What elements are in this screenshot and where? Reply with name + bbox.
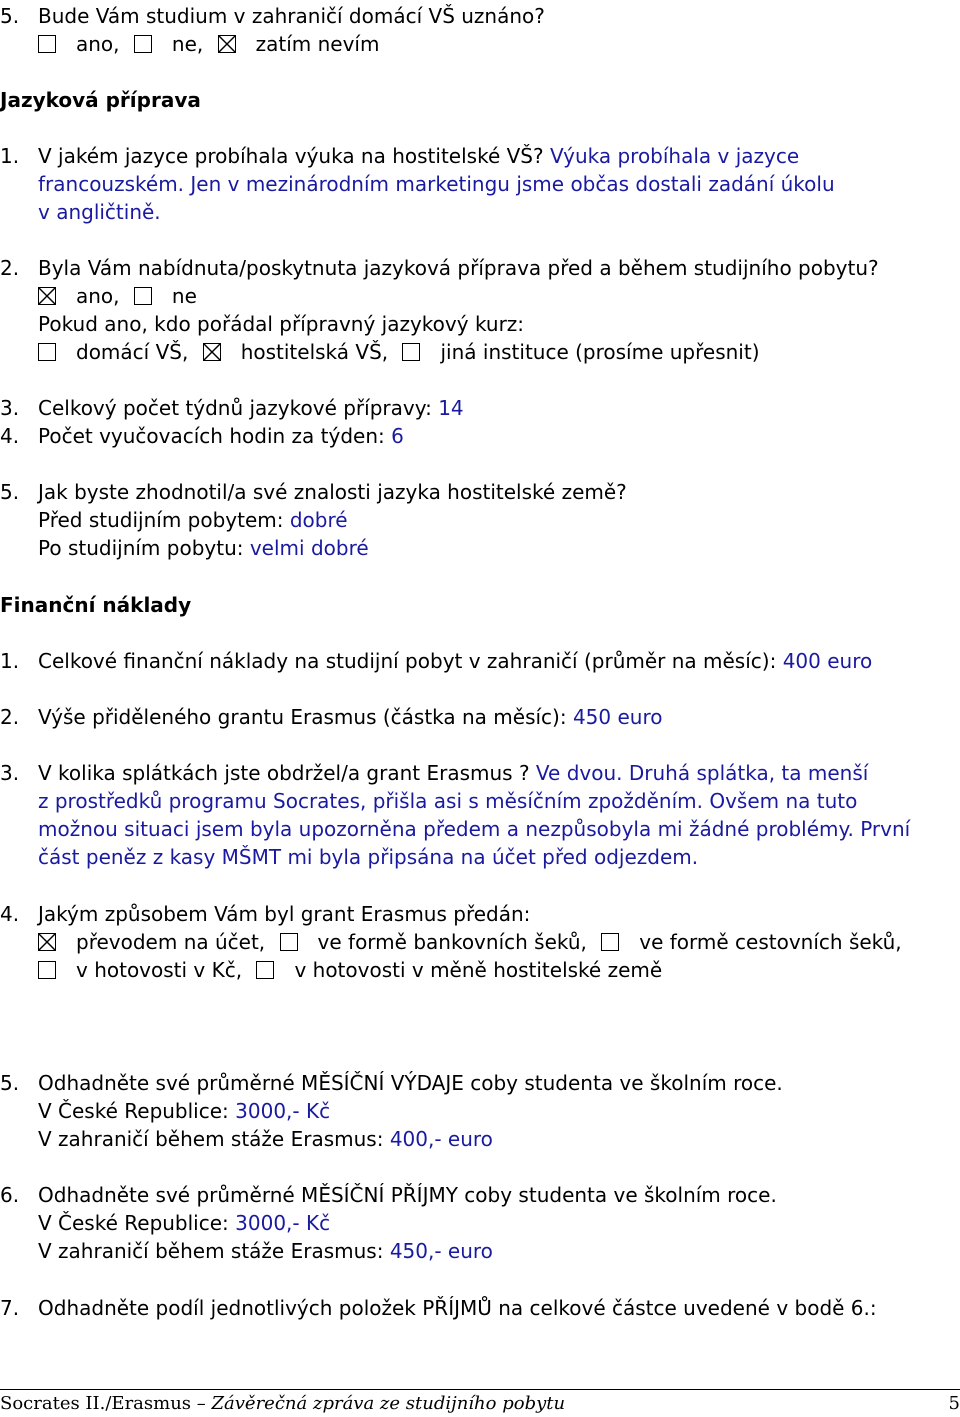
checkbox-x-mark-icon	[39, 934, 55, 950]
question-number: 3.	[0, 761, 20, 785]
option-label: hostitelská VŠ,	[240, 340, 389, 364]
question-text: Výše přiděleného grantu Erasmus (částka na měsíc):	[38, 705, 567, 729]
checkbox-pay-cash-host[interactable]	[256, 961, 274, 979]
question-text: V jakém jazyce probíhala výuka na hostitelské VŠ?	[38, 144, 544, 168]
answer-text: Výuka probíhala v jazyce	[549, 144, 800, 168]
checkbox-recognition-unknown[interactable]	[218, 35, 236, 53]
question-text: Odhadněte své průměrné MĚSÍČNÍ VÝDAJE coby studenta ve školním roce.	[38, 1071, 783, 1095]
question-text: Bude Vám studium v zahraničí domácí VŠ uznáno?	[38, 4, 545, 28]
answer-text: možnou situaci jsem byla upozorněna předem a nezpůsobyla mi žádné problémy. První	[38, 817, 911, 841]
option-label: ne	[171, 284, 197, 308]
label-text: V České Republice:	[38, 1211, 229, 1235]
question-text: Odhadněte podíl jednotlivých položek PŘÍJMŮ na celkové částce uvedené v bodě 6.:	[38, 1296, 877, 1320]
footer-subtitle: Závěrečná zpráva ze studijního pobytu	[211, 1393, 566, 1414]
label-text: V zahraničí během stáže Erasmus:	[38, 1239, 384, 1263]
question-number: 1.	[0, 144, 20, 168]
checkbox-pay-travel-cheques[interactable]	[601, 933, 619, 951]
answer-text: 450,- euro	[389, 1239, 493, 1263]
answer-text: Ve dvou. Druhá splátka, ta menší	[535, 761, 869, 785]
answer-text: 450 euro	[572, 705, 663, 729]
checkbox-org-home[interactable]	[38, 343, 56, 361]
question-text: Celkový počet týdnů jazykové přípravy:	[38, 396, 432, 420]
option-label: ano,	[76, 284, 120, 308]
answer-text: 400,- euro	[389, 1127, 493, 1151]
option-label: v hotovosti v měně hostitelské země	[294, 958, 663, 982]
label-text: Před studijním pobytem:	[38, 508, 284, 532]
question-text: Jak byste zhodnotil/a své znalosti jazyka hostitelské země?	[38, 480, 627, 504]
answer-text: francouzském. Jen v mezinárodním marketingu jsme občas dostali zadání úkolu	[38, 172, 835, 196]
option-label: jiná instituce (prosíme upřesnit)	[440, 340, 760, 364]
answer-text: 6	[391, 424, 404, 448]
label-text: V zahraničí během stáže Erasmus:	[38, 1127, 384, 1151]
footer-title: Socrates II./Erasmus	[0, 1393, 192, 1414]
option-label: zatím nevím	[255, 32, 380, 56]
answer-text: 400 euro	[782, 649, 873, 673]
label-text: V České Republice:	[38, 1099, 229, 1123]
checkbox-x-mark-icon	[219, 36, 235, 52]
question-number: 5.	[0, 480, 20, 504]
checkbox-org-host[interactable]	[203, 343, 221, 361]
footer-separator: –	[191, 1393, 212, 1414]
question-number: 5.	[0, 4, 20, 28]
checkbox-pay-cash-czk[interactable]	[38, 961, 56, 979]
answer-text: 3000,- Kč	[235, 1099, 331, 1123]
option-label: domácí VŠ,	[76, 340, 189, 364]
answer-text: v angličtině.	[38, 200, 161, 224]
question-text: Jakým způsobem Vám byl grant Erasmus předán:	[38, 902, 531, 926]
checkbox-prep-no[interactable]	[134, 287, 152, 305]
answer-text: 14	[438, 396, 464, 420]
question-text: Odhadněte své průměrné MĚSÍČNÍ PŘÍJMY coby studenta ve školním roce.	[38, 1183, 777, 1207]
option-label: převodem na účet,	[76, 930, 266, 954]
page-number: 5	[948, 1393, 960, 1414]
option-label: ve formě bankovních šeků,	[317, 930, 587, 954]
page-footer	[0, 1389, 960, 1417]
checkbox-pay-transfer[interactable]	[38, 933, 56, 951]
question-number: 4.	[0, 424, 20, 448]
answer-text: část peněz z kasy MŠMT mi byla připsána na účet před odjezdem.	[38, 845, 699, 869]
question-number: 6.	[0, 1183, 20, 1207]
question-number: 1.	[0, 649, 20, 673]
sub-question-text: Pokud ano, kdo pořádal přípravný jazykový kurz:	[38, 312, 525, 336]
question-text: V kolika splátkách jste obdržel/a grant Erasmus ?	[38, 761, 530, 785]
question-text: Celkové finanční náklady na studijní pobyt v zahraničí (průměr na měsíc):	[38, 649, 777, 673]
question-number: 2.	[0, 256, 20, 280]
section-heading-language: Jazyková příprava	[0, 88, 201, 112]
section-heading-finance: Finanční náklady	[0, 593, 192, 617]
question-number: 5.	[0, 1071, 20, 1095]
answer-text: z prostředků programu Socrates, přišla asi s měsíčním zpožděním. Ovšem na tuto	[38, 789, 858, 813]
checkbox-recognition-no[interactable]	[134, 35, 152, 53]
checkbox-recognition-yes[interactable]	[38, 35, 56, 53]
option-label: ve formě cestovních šeků,	[639, 930, 902, 954]
checkbox-x-mark-icon	[204, 344, 220, 360]
option-label: v hotovosti v Kč,	[76, 958, 243, 982]
question-number: 3.	[0, 396, 20, 420]
question-number: 2.	[0, 705, 20, 729]
question-text: Byla Vám nabídnuta/poskytnuta jazyková příprava před a během studijního pobytu?	[38, 256, 879, 280]
option-label: ano,	[76, 32, 120, 56]
checkbox-prep-yes[interactable]	[38, 287, 56, 305]
question-text: Počet vyučovacích hodin za týden:	[38, 424, 385, 448]
answer-text: 3000,- Kč	[235, 1211, 331, 1235]
answer-text: velmi dobré	[249, 536, 369, 560]
option-label: ne,	[171, 32, 204, 56]
checkbox-x-mark-icon	[39, 288, 55, 304]
checkbox-pay-bank-cheques[interactable]	[280, 933, 298, 951]
question-number: 4.	[0, 902, 20, 926]
answer-text: dobré	[289, 508, 348, 532]
checkbox-org-other[interactable]	[402, 343, 420, 361]
label-text: Po studijním pobytu:	[38, 536, 244, 560]
question-number: 7.	[0, 1296, 20, 1320]
